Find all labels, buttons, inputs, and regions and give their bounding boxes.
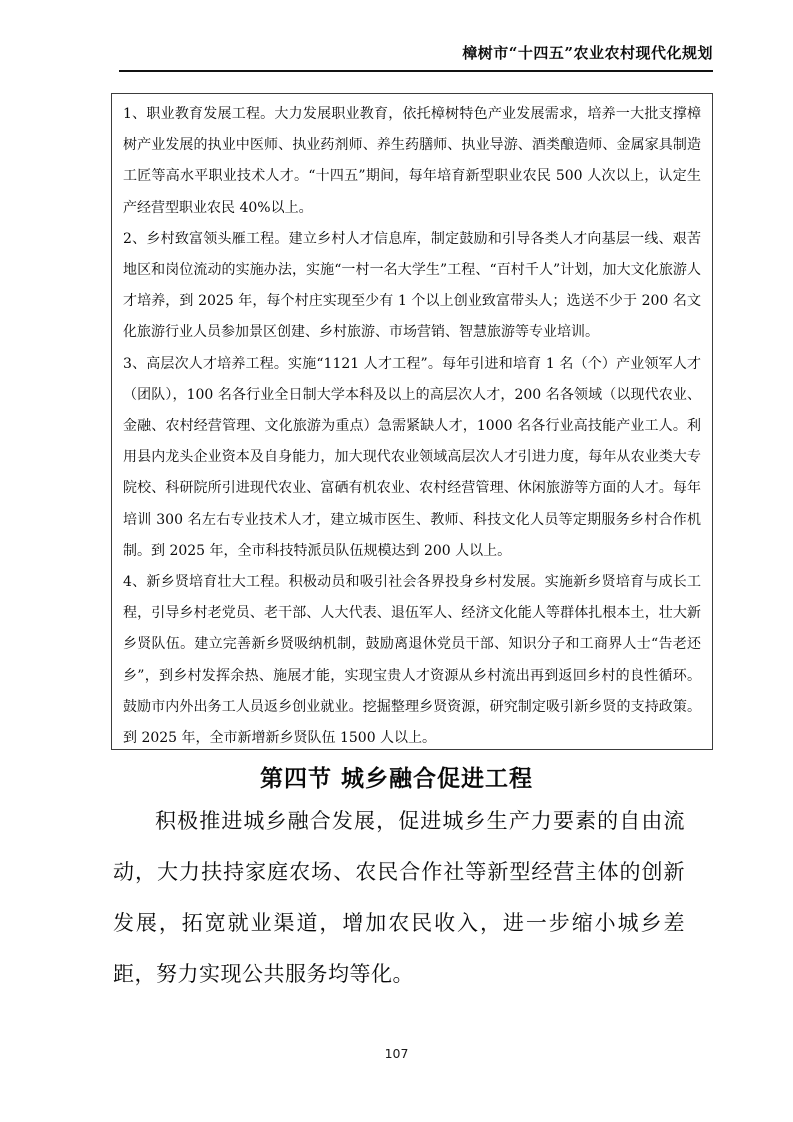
box-paragraph-new-sages: 4、新乡贤培育壮大工程。积极动员和吸引社会各界投身乡村发展。实施新乡贤培育与成长工程，引导乡村老党员、老干部、人大代表、退伍军人、经济文化能人等群体扎根本土，壮大新乡贤队伍。建立完善新乡贤吸纳机制，鼓励离退休党员干部、知识分子和工商界人士“告老还乡”，到乡村发挥余热、施展才能，实现宝贵人才资源从乡村流出再到返回乡村的良性循环。鼓励市内外出务工人员返乡创业就业。挖掘整理乡贤资源，研究制定吸引新乡贤的支持政策。到 2025 年，全市新增新乡贤队伍 1500 人以上。 <box>123 574 701 747</box>
key-projects-box <box>111 93 713 750</box>
box-paragraph-vocational-education: 1、职业教育发展工程。大力发展职业教育，依托樟树特色产业发展需求，培养一大批支撑樟树产业发展的执业中医师、执业药剂师、养生药膳师、执业导游、酒类酿造师、金属家具制造工匠等高水平职业技术人才。“十四五”期间，每年培育新型职业农民 500 人次以上，认定生产经营型职业农民 40%以上。 <box>123 106 701 216</box>
box-paragraph-rural-leaders: 2、乡村致富领头雁工程。建立乡村人才信息库，制定鼓励和引导各类人才向基层一线、艰苦地区和岗位流动的实施办法，实施“一村一名大学生”工程、“百村千人”计划，加大文化旅游人才培养，到 2025 年，每个村庄实现至少有 1 个以上创业致富带头人；选送不少于 200 名文化旅游行业人员参加景区创建、乡村旅游、市场营销、智慧旅游等专业培训。 <box>123 230 701 341</box>
page-number: 107 <box>384 1046 409 1061</box>
box-paragraph-high-level-talent: 3、高层次人才培养工程。实施“1121 人才工程”。每年引进和培育 1 名（个）产业领军人才（团队），100 名各行业全日制大学本科及以上的高层次人才，200 名各领域（以现代农业、金融、农村经营管理、文化旅游为重点）急需紧缺人才，1000 名各行业高技能产业工人。利用县内龙头企业资本及自身能力，加大现代农业领域高层次人才引进力度，每年从农业类大专院校、科研院所引进现代农业、富硒有机农业、农村经营管理、休闲旅游等方面的人才。每年培训 300 名左右专业技术人才，建立城市医生、教师、科技文化人员等定期服务乡村合作机制。到 2025 年，全市科技特派员队伍规模达到 200 人以上。 <box>123 355 701 559</box>
section-heading: 第四节 城乡融合促进工程 <box>259 766 533 792</box>
page-header-title: 樟树市“十四五”农业农村现代化规划 <box>119 42 713 72</box>
section-body-paragraph: 积极推进城乡融合发展，促进城乡生产力要素的自由流动，大力扶持家庭农场、农民合作社等新型经营主体的创新发展，拓宽就业渠道，增加农民收入，进一步缩小城乡差距，努力实现公共服务均等化。 <box>113 809 685 986</box>
